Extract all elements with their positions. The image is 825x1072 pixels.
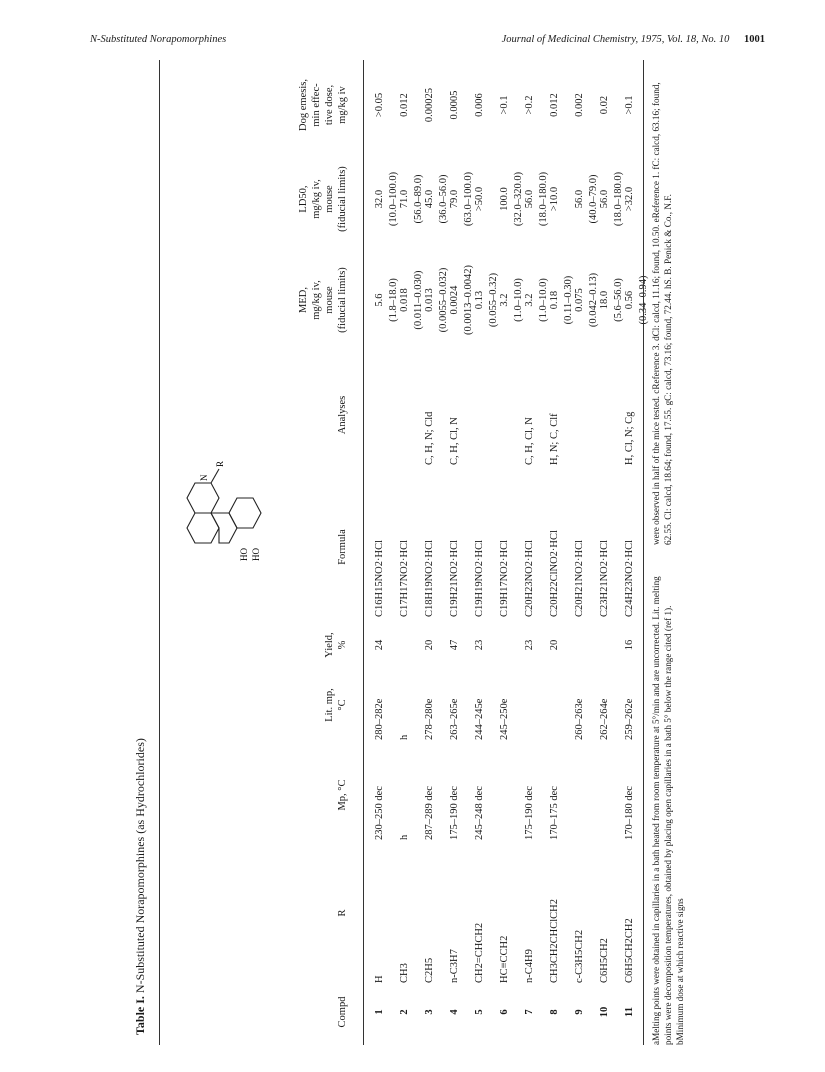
table-row	[623, 60, 653, 1045]
cell-ld50: 32.0 (10.0–100.0)	[374, 171, 399, 227]
cell-med: 0.56 (0.34–0.94)	[624, 275, 649, 325]
cell-r: H	[374, 975, 385, 983]
cell-r: n-C4H9	[524, 949, 535, 983]
ring-c	[211, 513, 237, 543]
cell-mp: 175–190 dec	[449, 786, 460, 840]
cell-lit-mp: 260–263e	[574, 698, 585, 740]
cell-compd: 10	[599, 1006, 610, 1018]
cell-analyses: H, Cl, N; Cg	[624, 411, 635, 465]
cell-compd: 11	[624, 1007, 635, 1017]
n-atom-label: N	[199, 474, 209, 481]
cell-dog-emesis: 0.002	[574, 93, 585, 117]
cell-yield: 20	[424, 639, 435, 651]
cell-dog-emesis: 0.012	[399, 93, 410, 117]
cell-dog-emesis: >0.2	[524, 95, 535, 115]
cell-analyses: C, H, N; Cld	[424, 411, 435, 465]
cell-dog-emesis: 0.006	[474, 93, 485, 117]
header-formula: Formula	[337, 529, 348, 565]
cell-r: C2H5	[424, 957, 435, 983]
table-rotated	[115, 60, 715, 1045]
cell-yield: 24	[374, 639, 385, 651]
cell-ld50: >32.0	[624, 186, 635, 212]
cell-formula: C20H21NO2·HCl	[574, 539, 585, 617]
cell-yield: 16	[624, 639, 635, 651]
cell-lit-mp: 263–265e	[449, 698, 460, 740]
cell-med: 0.18 (0.11–0.30)	[549, 275, 574, 325]
cell-med: 0.018 (0.011–0.030)	[399, 270, 424, 330]
cell-lit-mp: 262–264e	[599, 698, 610, 740]
cell-yield: 47	[449, 639, 460, 651]
cell-dog-emesis: 0.00025	[424, 87, 435, 123]
cell-lit-mp: 244–245e	[474, 698, 485, 740]
running-head-title: N-Substituted Norapomorphines	[90, 34, 227, 45]
cell-lit-mp: h	[399, 734, 410, 740]
ho-label-1: HO	[239, 548, 249, 561]
cell-lit-mp: 280–282e	[374, 698, 385, 740]
header-ld50: LD50, mg/kg iv, mouse (fiducial limits)	[298, 166, 348, 232]
norapomorphine-structure-svg	[185, 443, 263, 573]
header-lit-mp: Lit. mp, °C	[324, 688, 348, 722]
journal-citation	[502, 34, 765, 45]
cell-ld50: 45.0 (36.0–56.0)	[424, 174, 449, 224]
cell-dog-emesis: >0.1	[624, 95, 635, 115]
cell-mp: 230–250 dec	[374, 786, 385, 840]
cell-analyses: H, N; C, Clf	[549, 413, 560, 465]
cell-ld50: 100.0 (32.0–320.0)	[499, 171, 524, 227]
cell-r: HC≡CCH2	[499, 935, 510, 983]
header-dog-emesis: Dog emesis, min effec- tive dose, mg/kg iv	[298, 79, 348, 131]
cell-mp: 170–175 dec	[549, 786, 560, 840]
cell-formula: C23H21NO2·HCl	[599, 539, 610, 617]
cell-mp: 175–190 dec	[524, 786, 535, 840]
cell-ld50: 56.0 (18.0–180.0)	[599, 171, 624, 227]
cell-yield: 23	[524, 639, 535, 651]
cell-compd: 9	[574, 1009, 585, 1015]
header-rule	[363, 60, 364, 1045]
cell-analyses: C, H, Cl, N	[524, 417, 535, 465]
cell-r: CH3	[399, 963, 410, 983]
cell-r: CH3CH2CHClCH2	[549, 898, 560, 983]
cell-r: CH2=CHCH2	[474, 922, 485, 983]
header-mp: Mp, °C	[337, 779, 348, 811]
cell-med: 0.013 (0.0055–0.032)	[424, 267, 449, 333]
cell-dog-emesis: >0.05	[374, 92, 385, 118]
cell-r: C6H5CH2	[599, 938, 610, 983]
header-compd: Compd	[337, 996, 348, 1028]
table-label: Table I.	[133, 996, 147, 1035]
table-caption	[133, 738, 148, 1035]
running-header	[90, 34, 765, 50]
cell-dog-emesis: 0.02	[599, 95, 610, 115]
cell-med: 3.2 (1.0–10.0)	[499, 278, 524, 322]
cell-r: C6H5CH2CH2	[624, 918, 635, 983]
cell-ld50: 56.0 (18.0–180.0)	[524, 171, 549, 227]
rotated-table-area	[115, 60, 715, 1045]
cell-med: 5.6 (1.8–18.0)	[374, 278, 399, 322]
ring-a	[187, 513, 219, 543]
cell-mp: h	[399, 834, 410, 840]
cell-mp: 245–248 dec	[474, 786, 485, 840]
header-analyses: Analyses	[337, 395, 348, 435]
table-header-row	[265, 60, 355, 1045]
cell-formula: C20H23NO2·HCl	[524, 539, 535, 617]
cell-lit-mp: 245–250e	[499, 698, 510, 740]
header-r: R	[337, 909, 348, 917]
cell-yield: 20	[549, 639, 560, 651]
cell-formula: C17H17NO2·HCl	[399, 539, 410, 617]
cell-compd: 6	[499, 1009, 510, 1015]
cell-med: 18.0 (5.6–56.0)	[599, 278, 624, 322]
chemical-structure	[185, 443, 263, 573]
header-yield: Yield, %	[324, 632, 348, 658]
cell-formula: C19H19NO2·HCl	[474, 539, 485, 617]
cell-r: n-C3H7	[449, 949, 460, 983]
cell-med: 0.075 (0.042–0.13)	[574, 272, 599, 328]
footnotes-right: were observed in half of the mice tested. cReference 3. dCl: calcd, 11.16; found, 10.50. eReference 1. fC: calcd, 63.16; found, 62.55. Cl: calcd, 18.64; found, 17.55. gC: calcd, 73.16; found, 72.44. hS. B. Penick & Co., N.F.	[651, 82, 673, 545]
cell-compd: 4	[449, 1009, 460, 1015]
cell-r: c-C3H5CH2	[574, 929, 585, 983]
cell-ld50: >10.0	[549, 186, 560, 212]
cell-yield: 23	[474, 639, 485, 651]
cell-ld50: 79.0 (63.0–100.0)	[449, 171, 474, 227]
header-med: MED, mg/kg iv, mouse (fiducial limits)	[298, 267, 348, 333]
footnotes-left: aMelting points were obtained in capillaries in a bath heated from room temperature at 5°/min and are uncorrected. Lit. melting points were decomposition temperatures, obtained by placing open capillaries in a bath 5° below the range cited (ref 1). bMinimum dose at which reactive signs	[651, 576, 685, 1045]
cell-med: 0.13 (0.055–0.32)	[474, 272, 499, 328]
top-rule	[159, 60, 160, 1045]
bottom-rule	[643, 60, 644, 1045]
n-r-bond	[211, 469, 219, 483]
cell-compd: 8	[549, 1009, 560, 1015]
r-group-label: R	[215, 460, 225, 467]
cell-analyses: C, H, Cl, N	[449, 417, 460, 465]
cell-ld50: 71.0 (56.0–89.0)	[399, 174, 424, 224]
cell-compd: 7	[524, 1009, 535, 1015]
cell-compd: 3	[424, 1009, 435, 1015]
cell-formula: C19H17NO2·HCl	[499, 539, 510, 617]
ring-d	[229, 498, 261, 528]
cell-ld50: 56.0 (40.0–79.0)	[574, 174, 599, 224]
cell-lit-mp: 259–262e	[624, 698, 635, 740]
cell-compd: 2	[399, 1009, 410, 1015]
cell-med: 0.0024 (0.0013–0.0042)	[449, 265, 474, 335]
page-number: 1001	[744, 34, 765, 45]
cell-formula: C16H15NO2·HCl	[374, 539, 385, 617]
cell-formula: C24H23NO2·HCl	[624, 539, 635, 617]
cell-dog-emesis: >0.1	[499, 95, 510, 115]
cell-ld50: >50.0	[474, 186, 485, 212]
cell-formula: C19H21NO2·HCl	[449, 539, 460, 617]
cell-mp: 170–180 dec	[624, 786, 635, 840]
cell-formula: C18H19NO2·HCl	[424, 539, 435, 617]
ring-b	[187, 483, 219, 513]
cell-lit-mp: 278–280e	[424, 698, 435, 740]
table-title: N-Substituted Norapomorphines (as Hydrochlorides)	[133, 738, 147, 994]
cell-dog-emesis: 0.0005	[449, 90, 460, 120]
cell-formula: C20H22ClNO2·HCl	[549, 530, 560, 617]
ho-label-2: HO	[251, 548, 261, 561]
cell-med: 3.2 (1.0–10.0)	[524, 278, 549, 322]
cell-compd: 5	[474, 1009, 485, 1015]
cell-compd: 1	[374, 1009, 385, 1015]
cell-mp: 287–289 dec	[424, 786, 435, 840]
journal-name: Journal of Medicinal Chemistry, 1975, Vol. 18, No. 10	[501, 34, 730, 45]
cell-dog-emesis: 0.012	[549, 93, 560, 117]
